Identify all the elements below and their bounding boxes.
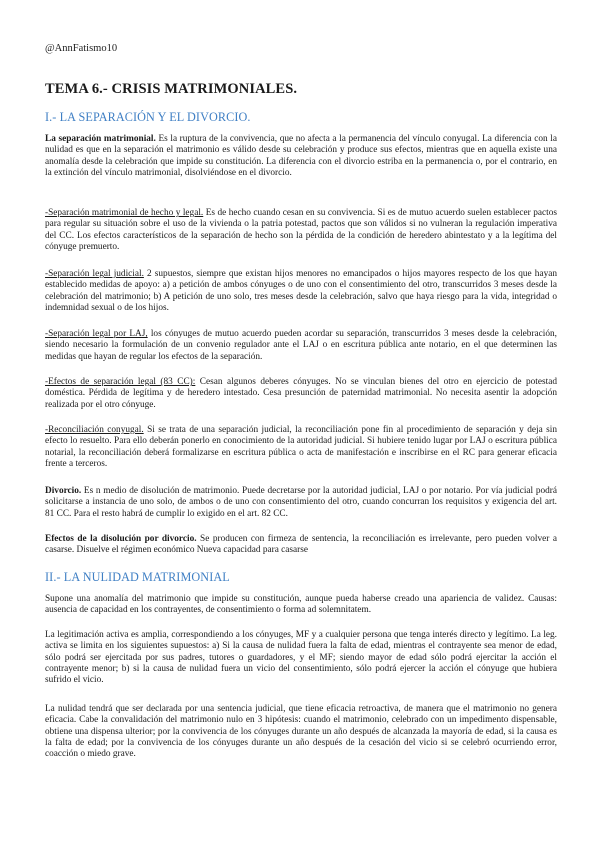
paragraph-reconciliacion bbox=[45, 425, 557, 470]
paragraph-text: los cónyuges de mutuo acuerdo pueden acordar su separación, transcurridos 3 meses desde la celebración, siendo necesario la formulación de un convenio regulador ante el LAJ o en escritura pública ante notario, en el que determinen las medidas que hayan de regular los efectos de la separación. bbox=[45, 329, 557, 362]
paragraph-text: Si se trata de una separación judicial, la reconciliación pone fin al procedimiento de separación y deja sin efecto lo resuelto. Para ello deberán ponerlo en conocimiento de la autoridad judicial. Si hubiere tenido lugar por LAJ o escritura pública notarial, la reconciliación deberá formalizarse en escritura pública o acta de manifestación e inscribirse en el RC para generar eficacia frente a terceros. bbox=[45, 425, 557, 469]
paragraph-text: Se producen con firmeza de sentencia, la reconciliación es irrelevante, pero pueden volver a casarse. Disuelve el régimen económico Nueva capacidad para casarse bbox=[45, 534, 557, 556]
paragraph-lead: -Efectos de separación legal (83 CC): bbox=[45, 377, 196, 387]
page-title: TEMA 6.- CRISIS MATRIMONIALES. bbox=[45, 81, 298, 97]
paragraph-lead: -Reconciliación conyugal. bbox=[45, 425, 144, 435]
paragraph-separacion-matrimonial bbox=[45, 134, 557, 179]
paragraph-separacion-laj bbox=[45, 329, 557, 363]
paragraph-text: Es de hecho cuando cesan en su convivencia. Si es de mutuo acuerdo suelen establecer pactos para regular su situación sobre el uso de la vivienda o la patria potestad, pactos que son válidos si no vulneran la regulación imperativa del CC. Los efectos característicos de la separación de hecho son la pérdida de la condición de heredero abintestato y a la legítima del cónyuge premuerto. bbox=[45, 208, 557, 252]
paragraph-efectos-divorcio bbox=[45, 534, 557, 557]
section-heading-nulidad: II.- LA NULIDAD MATRIMONIAL bbox=[45, 570, 230, 584]
paragraph-lead: La separación matrimonial. bbox=[45, 134, 156, 144]
paragraph-nulidad-definicion: Supone una anomalía del matrimonio que impide su constitución, aunque pueda haberse creado una apariencia de validez. Causas: ausencia de capacidad en los contrayentes, de consentimiento o forma ad solemnitatem. bbox=[45, 594, 557, 616]
author-handle: @AnnFatismo10 bbox=[45, 43, 118, 54]
paragraph-text: Es n medio de disolución de matrimonio. Puede decretarse por la autoridad judicial, LAJ o por notario. Por vía judicial podrá solicitarse a instancia de uno solo, de ambos o de uno con consentimiento del otro, cuando concurran los requisitos y exigencia del art. 81 CC. Para el resto habrá de cumplir lo exigido en el art. 82 CC. bbox=[45, 486, 557, 519]
paragraph-separacion-judicial bbox=[45, 269, 557, 314]
paragraph-lead: Efectos de la disolución por divorcio. bbox=[45, 534, 197, 544]
paragraph-lead: -Separación matrimonial de hecho y legal. bbox=[45, 208, 204, 218]
paragraph-efectos-separacion bbox=[45, 377, 557, 411]
paragraph-divorcio bbox=[45, 486, 557, 520]
paragraph-lead: -Separación legal judicial. bbox=[45, 269, 144, 279]
paragraph-lead: Divorcio. bbox=[45, 486, 82, 496]
paragraph-nulidad-sentencia: La nulidad tendrá que ser declarada por una sentencia judicial, que tiene eficacia retroactiva, de manera que el matrimonio no genera eficacia. Cabe la convalidación del matrimonio nulo en 3 hipótesis: cuando el matrimonio, celebrado con un impedimento dispensable, obtiene una dispensa ulterior; por la convivencia de los cónyuges durante un año después de alcanzada la mayoría de edad, si la causa es la falta de edad; por la convivencia de los cónyuges durante un año después de la cesación del vicio si se celebró ocurriendo error, coacción o miedo grave. bbox=[45, 704, 557, 760]
paragraph-text: Es la ruptura de la convivencia, que no afecta a la permanencia del vínculo conyugal. La diferencia con la nulidad es que en la separación el matrimonio es válido desde su celebración y produce sus efectos, mientras que en aquella existe una anomalía desde la celebración que impide su constitución. La diferencia con el divorcio estriba en la permanencia o, por el contrario, en la extinción del vínculo matrimonial, disolviéndose en el divorcio. bbox=[45, 134, 557, 178]
paragraph-separacion-hecho-legal bbox=[45, 208, 557, 253]
paragraph-lead: -Separación legal por LAJ, bbox=[45, 329, 148, 339]
paragraph-text: 2 supuestos, siempre que existan hijos menores no emancipados o hijos mayores respecto de los que hayan establecido medidas de apoyo: a) a petición de ambos cónyuges o de uno con el consentimiento del otro, transcurridos 3 meses desde la celebración del matrimonio; b) A petición de uno solo, tres meses desde la celebración, salvo que haya riesgo para la vida, integridad o indemnidad sexual o de los hijos. bbox=[45, 269, 557, 313]
paragraph-text: Cesan algunos deberes cónyuges. No se vinculan bienes del otro en ejercicio de potestad doméstica. Pérdida de legítima y de heredero intestado. Cesa presunción de paternidad matrimonial. No necesita asentir la adopción realizada por el otro cónyuge. bbox=[45, 377, 557, 410]
paragraph-legitimacion-activa: La legitimación activa es amplia, correspondiendo a los cónyuges, MF y a cualquier persona que tenga interés directo y legítimo. La leg. activa se limita en los siguientes supuestos: a) Si la causa de nulidad fuera la falta de edad, mientras el contrayente sea menor de edad, sólo podrá ser ejercitada por sus padres, tutores o guardadores, y el MF; siendo mayor de edad sólo podrá ejercitar la acción el contrayente menor; b) si la causa de nulidad fuera un vicio del consentimiento, sólo podrá ejercer la acción el cónyuge que hubiera sufrido el vicio. bbox=[45, 630, 557, 686]
section-heading-separacion-divorcio: I.- LA SEPARACIÓN Y EL DIVORCIO. bbox=[45, 110, 251, 124]
